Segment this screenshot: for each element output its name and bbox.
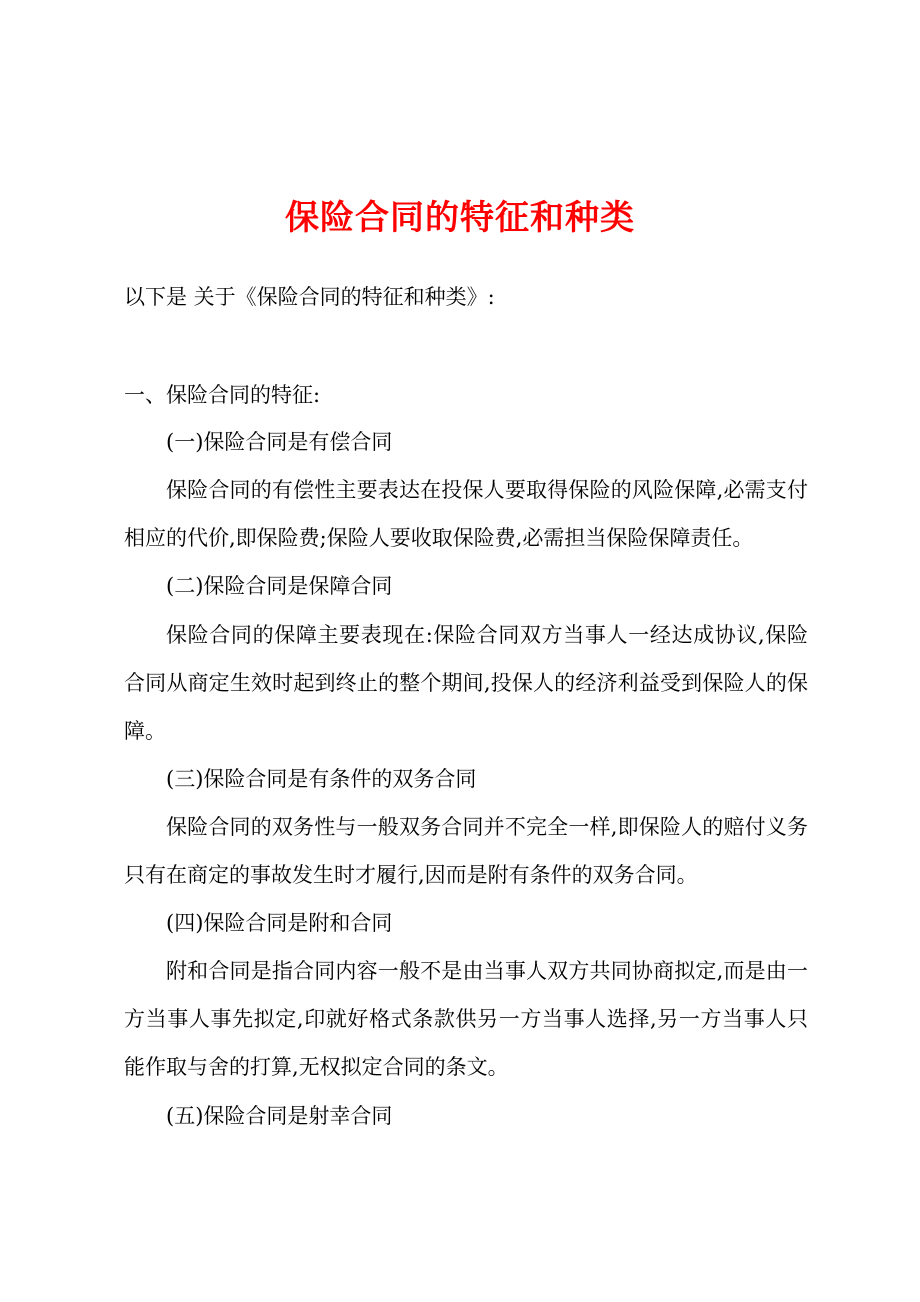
item-body-4: 附和合同是指合同内容一般不是由当事人双方共同协商拟定,而是由一方当事人事先拟定,印就好格式条款供另一方当事人选择,另一方当事人只能作取与舍的打算,无权拟定合同的条文。: [124, 959, 808, 1079]
item-heading-1: (一)保险合同是有偿合同: [166, 430, 393, 454]
section-heading: 一、保险合同的特征:: [124, 383, 321, 407]
item-body-2: 保险合同的保障主要表现在:保险合同双方当事人一经达成协议,保险合同从商定生效时起到终止的整个期间,投保人的经济利益受到保险人的保障。: [124, 623, 808, 743]
intro-text: 以下是 关于《保险合同的特征和种类》:: [124, 285, 495, 309]
item-heading-2: (二)保险合同是保障合同: [166, 574, 393, 598]
item-heading-3: (三)保险合同是有条件的双务合同: [166, 767, 477, 791]
item-body-1: 保险合同的有偿性主要表达在投保人要取得保险的风险保障,必需支付相应的代价,即保险费;保险人要收取保险费,必需担当保险保障责任。: [124, 478, 808, 550]
document-title: 保险合同的特征和种类: [285, 198, 635, 238]
item-heading-5: (五)保险合同是射幸合同: [166, 1104, 393, 1128]
item-heading-4: (四)保险合同是附和合同: [166, 911, 393, 935]
item-body-3: 保险合同的双务性与一般双务合同并不完全一样,即保险人的赔付义务只有在商定的事故发生时才履行,因而是附有条件的双务合同。: [124, 815, 808, 887]
